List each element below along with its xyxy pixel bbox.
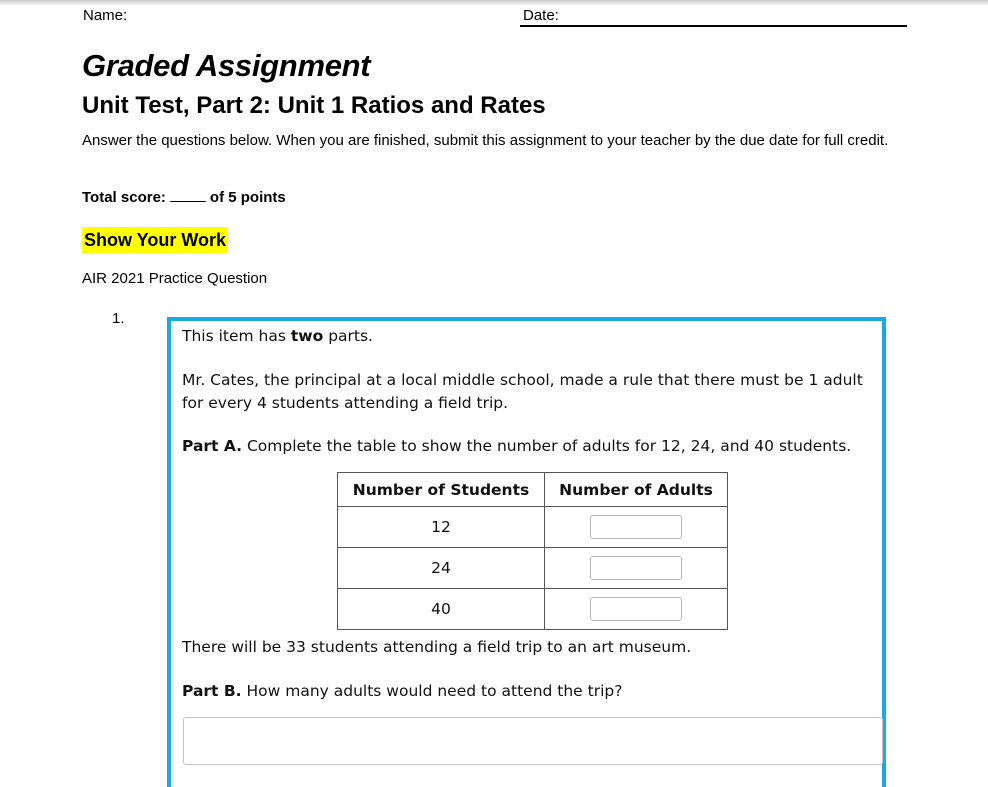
- adults-input-40[interactable]: [590, 597, 682, 621]
- header-students: Number of Students: [338, 473, 545, 507]
- question-rule: Mr. Cates, the principal at a local middle school, made a rule that there must be 1 adult for every 4 students attending a field trip.: [182, 371, 863, 412]
- question-box: [167, 317, 886, 787]
- intro-pre: This item has: [182, 327, 291, 345]
- part-a-label: Part A.: [182, 437, 243, 455]
- intro-post: parts.: [323, 327, 373, 345]
- trip-statement: There will be 33 students attending a field trip to an art museum.: [182, 638, 692, 656]
- part-b-label: Part B.: [182, 682, 242, 700]
- part-a-text: Complete the table to show the number of adults for 12, 24, and 40 students.: [242, 437, 852, 455]
- instructions: Answer the questions below. When you are finished, submit this assignment to your teacher by the due date for full credit.: [82, 132, 889, 149]
- assignment-title: Graded Assignment: [82, 48, 371, 83]
- part-b-text: How many adults would need to attend the trip?: [241, 682, 623, 700]
- part-a-prompt: [182, 435, 882, 458]
- date-label: Date:: [523, 7, 559, 24]
- total-score: [82, 189, 286, 206]
- date-line: [520, 25, 907, 27]
- total-score-prefix: Total score:: [82, 189, 166, 206]
- table-header-row: [338, 473, 728, 507]
- name-label: Name:: [83, 7, 128, 24]
- students-cell: 40: [338, 589, 545, 630]
- part-b-prompt: [182, 680, 882, 703]
- score-blank: [170, 189, 206, 202]
- header-adults: Number of Adults: [545, 473, 728, 507]
- adults-input-12[interactable]: [590, 515, 682, 539]
- top-shadow: [0, 0, 988, 6]
- ratio-table: [337, 472, 728, 630]
- intro-bold: two: [290, 327, 324, 345]
- adults-input-24[interactable]: [590, 556, 682, 580]
- adults-cell: [545, 507, 728, 548]
- question-source: AIR 2021 Practice Question: [82, 270, 268, 287]
- question-number: 1.: [112, 310, 125, 327]
- students-cell: 24: [338, 548, 545, 589]
- part-b-answer-input[interactable]: [183, 717, 883, 765]
- table-row: [338, 589, 728, 630]
- students-cell: 12: [338, 507, 545, 548]
- total-score-suffix: of 5 points: [209, 189, 286, 206]
- table-row: [338, 548, 728, 589]
- adults-cell: [545, 548, 728, 589]
- question-intro: [182, 325, 882, 348]
- table-row: [338, 507, 728, 548]
- assignment-subtitle: Unit Test, Part 2: Unit 1 Ratios and Rates: [82, 92, 546, 119]
- show-your-work-heading: Show Your Work: [82, 227, 228, 253]
- adults-cell: [545, 589, 728, 630]
